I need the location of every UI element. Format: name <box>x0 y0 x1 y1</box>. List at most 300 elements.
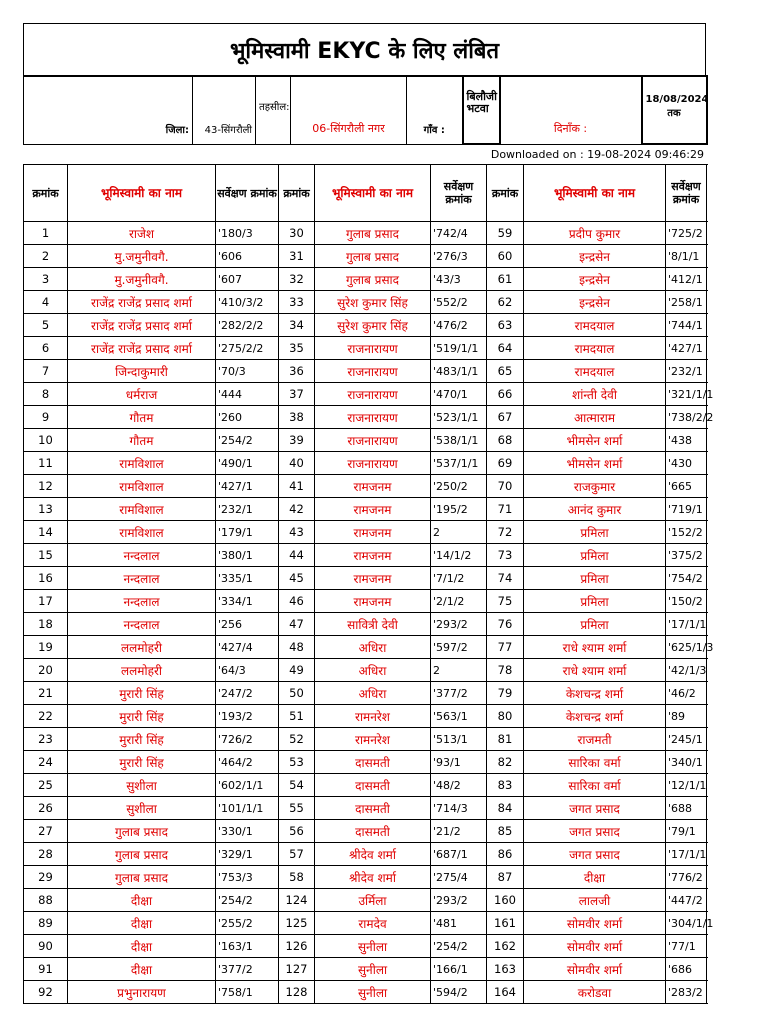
serial-cell: 66 <box>487 383 524 406</box>
serial-cell: 3 <box>24 268 68 291</box>
serial-cell: 84 <box>487 797 524 820</box>
owner-name-cell: केशचन्द्र शर्मा <box>524 682 666 705</box>
survey-number-cell: '321/1/1 <box>666 383 707 406</box>
table-row <box>24 521 707 544</box>
serial-cell: 19 <box>24 636 68 659</box>
survey-number-cell: '255/2 <box>216 912 279 935</box>
district-value: 43-सिंगरौली <box>193 76 256 144</box>
table-row <box>24 475 707 498</box>
survey-number-cell: '538/1/1 <box>431 429 487 452</box>
serial-cell: 127 <box>279 958 315 981</box>
serial-cell: 160 <box>487 889 524 912</box>
owner-name-cell: राजेंद्र राजेंद्र प्रसाद शर्मा <box>68 337 216 360</box>
village-label: गाँव : <box>407 76 463 144</box>
survey-number-cell: '282/2/2 <box>216 314 279 337</box>
serial-cell: 30 <box>279 222 315 245</box>
serial-cell: 36 <box>279 360 315 383</box>
owner-name-cell: सुनीला <box>315 958 431 981</box>
survey-number-cell: '46/2 <box>666 682 707 705</box>
serial-cell: 41 <box>279 475 315 498</box>
report-sheet <box>23 23 714 1004</box>
owner-name-cell: उर्मिला <box>315 889 431 912</box>
survey-number-cell: '93/1 <box>431 751 487 774</box>
survey-number-cell: '606 <box>216 245 279 268</box>
survey-number-cell: '335/1 <box>216 567 279 590</box>
serial-cell: 82 <box>487 751 524 774</box>
survey-number-cell: '275/2/2 <box>216 337 279 360</box>
owner-name-cell: गुलाब प्रसाद <box>68 843 216 866</box>
survey-number-cell: '245/1 <box>666 728 707 751</box>
owner-name-cell: दीक्षा <box>68 958 216 981</box>
owner-name-cell: सुनीला <box>315 981 431 1004</box>
survey-number-cell: '754/2 <box>666 567 707 590</box>
serial-cell: 124 <box>279 889 315 912</box>
owner-name-cell: रामविशाल <box>68 475 216 498</box>
table-row <box>24 567 707 590</box>
serial-cell: 22 <box>24 705 68 728</box>
serial-cell: 164 <box>487 981 524 1004</box>
owner-name-cell: ललमोहरी <box>68 636 216 659</box>
owner-name-cell: मुरारी सिंह <box>68 751 216 774</box>
table-row <box>24 544 707 567</box>
survey-number-cell: '334/1 <box>216 590 279 613</box>
owner-name-cell: प्रमिला <box>524 590 666 613</box>
survey-number-cell: '166/1 <box>431 958 487 981</box>
owner-name-cell: सोमवीर शर्मा <box>524 912 666 935</box>
owner-name-cell: रामजनम <box>315 498 431 521</box>
serial-cell: 85 <box>487 820 524 843</box>
table-row <box>24 705 707 728</box>
survey-number-cell: '470/1 <box>431 383 487 406</box>
survey-number-cell: '753/3 <box>216 866 279 889</box>
survey-number-cell: '247/2 <box>216 682 279 705</box>
survey-number-cell: '12/1/1 <box>666 774 707 797</box>
header-name: भूमिस्वामी का नाम <box>524 165 666 222</box>
survey-number-cell: '447/2 <box>666 889 707 912</box>
table-row <box>24 889 707 912</box>
table-row <box>24 590 707 613</box>
table-row <box>24 751 707 774</box>
owner-name-cell: मुरारी सिंह <box>68 728 216 751</box>
serial-cell: 78 <box>487 659 524 682</box>
serial-cell: 15 <box>24 544 68 567</box>
owner-name-cell: अधिरा <box>315 682 431 705</box>
serial-cell: 126 <box>279 935 315 958</box>
survey-number-cell: '48/2 <box>431 774 487 797</box>
serial-cell: 23 <box>24 728 68 751</box>
serial-cell: 37 <box>279 383 315 406</box>
serial-cell: 89 <box>24 912 68 935</box>
table-row <box>24 820 707 843</box>
owner-name-cell: प्रमिला <box>524 521 666 544</box>
serial-cell: 26 <box>24 797 68 820</box>
header-serial: क्रमांक <box>487 165 524 222</box>
owner-name-cell: रामविशाल <box>68 521 216 544</box>
survey-number-cell: '523/1/1 <box>431 406 487 429</box>
serial-cell: 72 <box>487 521 524 544</box>
serial-cell: 73 <box>487 544 524 567</box>
survey-number-cell: '464/2 <box>216 751 279 774</box>
owner-name-cell: मुरारी सिंह <box>68 682 216 705</box>
owner-name-cell: आत्माराम <box>524 406 666 429</box>
survey-number-cell: '330/1 <box>216 820 279 843</box>
table-row <box>24 291 707 314</box>
serial-cell: 87 <box>487 866 524 889</box>
survey-number-cell: '276/3 <box>431 245 487 268</box>
serial-cell: 163 <box>487 958 524 981</box>
survey-number-cell: '377/2 <box>431 682 487 705</box>
owner-name-cell: भीमसेन शर्मा <box>524 452 666 475</box>
serial-cell: 88 <box>24 889 68 912</box>
date-label: दिनाँक : <box>500 76 642 144</box>
header-name: भूमिस्वामी का नाम <box>68 165 216 222</box>
survey-number-cell: '427/4 <box>216 636 279 659</box>
survey-number-cell: '70/3 <box>216 360 279 383</box>
serial-cell: 92 <box>24 981 68 1004</box>
serial-cell: 162 <box>487 935 524 958</box>
serial-cell: 50 <box>279 682 315 705</box>
serial-cell: 86 <box>487 843 524 866</box>
serial-cell: 47 <box>279 613 315 636</box>
survey-number-cell: '293/2 <box>431 613 487 636</box>
owner-name-cell: नन्दलाल <box>68 613 216 636</box>
owner-name-cell: राजनारायण <box>315 452 431 475</box>
survey-number-cell: '377/2 <box>216 958 279 981</box>
owner-name-cell: मुरारी सिंह <box>68 705 216 728</box>
serial-cell: 42 <box>279 498 315 521</box>
serial-cell: 61 <box>487 268 524 291</box>
owner-name-cell: ललमोहरी <box>68 659 216 682</box>
survey-number-cell: '481 <box>431 912 487 935</box>
survey-number-cell: '232/1 <box>216 498 279 521</box>
owner-name-cell: रामदेव <box>315 912 431 935</box>
owner-name-cell: गुलाब प्रसाद <box>68 820 216 843</box>
owner-name-cell: गुलाब प्रसाद <box>315 222 431 245</box>
table-row <box>24 268 707 291</box>
owner-name-cell: रामजनम <box>315 590 431 613</box>
owner-name-cell: राजनारायण <box>315 429 431 452</box>
survey-number-cell: '79/1 <box>666 820 707 843</box>
survey-number-cell: '254/2 <box>216 889 279 912</box>
serial-cell: 40 <box>279 452 315 475</box>
table-row <box>24 406 707 429</box>
serial-cell: 43 <box>279 521 315 544</box>
header-serial: क्रमांक <box>24 165 68 222</box>
owner-name-cell: दासमती <box>315 751 431 774</box>
survey-number-cell: '89 <box>666 705 707 728</box>
survey-number-cell: '17/1/1 <box>666 613 707 636</box>
owner-name-cell: रामनरेश <box>315 705 431 728</box>
district-label: जिला: <box>24 76 193 144</box>
serial-cell: 25 <box>24 774 68 797</box>
owner-name-cell: जगत प्रसाद <box>524 843 666 866</box>
serial-cell: 60 <box>487 245 524 268</box>
serial-cell: 69 <box>487 452 524 475</box>
serial-cell: 48 <box>279 636 315 659</box>
survey-number-cell: '64/3 <box>216 659 279 682</box>
serial-cell: 29 <box>24 866 68 889</box>
serial-cell: 52 <box>279 728 315 751</box>
table-header-row <box>24 165 707 222</box>
owner-name-cell: रामनरेश <box>315 728 431 751</box>
survey-number-cell: '687/1 <box>431 843 487 866</box>
owner-name-cell: सुशीला <box>68 774 216 797</box>
survey-number-cell: '519/1/1 <box>431 337 487 360</box>
survey-number-cell: '258/1 <box>666 291 707 314</box>
owner-name-cell: रामविशाल <box>68 452 216 475</box>
owner-name-cell: गुलाब प्रसाद <box>315 245 431 268</box>
survey-number-cell: '17/1/1 <box>666 843 707 866</box>
tehsil-value: 06-सिंगरौली नगर <box>291 76 407 144</box>
survey-number-cell: '725/2 <box>666 222 707 245</box>
serial-cell: 54 <box>279 774 315 797</box>
serial-cell: 1 <box>24 222 68 245</box>
survey-number-cell: '101/1/1 <box>216 797 279 820</box>
serial-cell: 2 <box>24 245 68 268</box>
survey-number-cell: '21/2 <box>431 820 487 843</box>
survey-number-cell: '594/2 <box>431 981 487 1004</box>
serial-cell: 161 <box>487 912 524 935</box>
serial-cell: 12 <box>24 475 68 498</box>
survey-number-cell: '744/1 <box>666 314 707 337</box>
survey-number-cell: '714/3 <box>431 797 487 820</box>
owner-name-cell: मु.जमुनीवगै. <box>68 245 216 268</box>
survey-number-cell: '193/2 <box>216 705 279 728</box>
serial-cell: 91 <box>24 958 68 981</box>
table-row <box>24 383 707 406</box>
serial-cell: 74 <box>487 567 524 590</box>
owner-name-cell: श्रीदेव शर्मा <box>315 866 431 889</box>
serial-cell: 49 <box>279 659 315 682</box>
serial-cell: 44 <box>279 544 315 567</box>
owner-name-cell: राजनारायण <box>315 360 431 383</box>
table-row <box>24 314 707 337</box>
owner-name-cell: सुशीला <box>68 797 216 820</box>
owner-name-cell: लालजी <box>524 889 666 912</box>
date-value: 18/08/2024 तक <box>642 76 707 144</box>
serial-cell: 79 <box>487 682 524 705</box>
table-row <box>24 659 707 682</box>
table-row <box>24 866 707 889</box>
owner-name-cell: नन्दलाल <box>68 544 216 567</box>
serial-cell: 125 <box>279 912 315 935</box>
survey-number-cell: '427/1 <box>666 337 707 360</box>
survey-number-cell: '2/1/2 <box>431 590 487 613</box>
survey-number-cell: '686 <box>666 958 707 981</box>
survey-number-cell: '742/4 <box>431 222 487 245</box>
serial-cell: 80 <box>487 705 524 728</box>
table-row <box>24 360 707 383</box>
owner-name-cell: प्रमिला <box>524 613 666 636</box>
owner-name-cell: सोमवीर शर्मा <box>524 958 666 981</box>
owner-name-cell: राजनारायण <box>315 337 431 360</box>
serial-cell: 14 <box>24 521 68 544</box>
survey-number-cell: '152/2 <box>666 521 707 544</box>
header-survey: सर्वेक्षण क्रमांक <box>431 165 487 222</box>
survey-number-cell: '688 <box>666 797 707 820</box>
survey-number-cell: '180/3 <box>216 222 279 245</box>
survey-number-cell: '476/2 <box>431 314 487 337</box>
survey-number-cell: '232/1 <box>666 360 707 383</box>
table-row <box>24 981 707 1004</box>
owner-name-cell: सारिका वर्मा <box>524 751 666 774</box>
survey-number-cell: '329/1 <box>216 843 279 866</box>
owner-name-cell: जिन्दाकुमारी <box>68 360 216 383</box>
table-row <box>24 912 707 935</box>
owner-name-cell: प्रभुनारायण <box>68 981 216 1004</box>
serial-cell: 55 <box>279 797 315 820</box>
serial-cell: 62 <box>487 291 524 314</box>
survey-number-cell: '490/1 <box>216 452 279 475</box>
survey-number-cell: '607 <box>216 268 279 291</box>
survey-number-cell: '438 <box>666 429 707 452</box>
table-row <box>24 452 707 475</box>
owner-name-cell: रामविशाल <box>68 498 216 521</box>
owner-name-cell: जगत प्रसाद <box>524 797 666 820</box>
serial-cell: 17 <box>24 590 68 613</box>
table-row <box>24 958 707 981</box>
survey-number-cell: '250/2 <box>431 475 487 498</box>
owner-name-cell: मु.जमुनीवगै. <box>68 268 216 291</box>
owner-name-cell: सारिका वर्मा <box>524 774 666 797</box>
serial-cell: 68 <box>487 429 524 452</box>
survey-number-cell: '304/1/1 <box>666 912 707 935</box>
serial-cell: 34 <box>279 314 315 337</box>
table-row <box>24 613 707 636</box>
owner-name-cell: रामजनम <box>315 567 431 590</box>
survey-number-cell: '195/2 <box>431 498 487 521</box>
owner-name-cell: अधिरा <box>315 659 431 682</box>
survey-number-cell: '665 <box>666 475 707 498</box>
owner-name-cell: राजेंद्र राजेंद्र प्रसाद शर्मा <box>68 291 216 314</box>
survey-number-cell: '163/1 <box>216 935 279 958</box>
owner-name-cell: आनंद कुमार <box>524 498 666 521</box>
serial-cell: 75 <box>487 590 524 613</box>
owner-name-cell: राजनारायण <box>315 406 431 429</box>
serial-cell: 45 <box>279 567 315 590</box>
survey-number-cell: 2 <box>431 659 487 682</box>
survey-number-cell: '483/1/1 <box>431 360 487 383</box>
owner-name-cell: राधे श्याम शर्मा <box>524 659 666 682</box>
survey-number-cell: '150/2 <box>666 590 707 613</box>
owner-name-cell: सोमवीर शर्मा <box>524 935 666 958</box>
serial-cell: 63 <box>487 314 524 337</box>
owner-name-cell: दीक्षा <box>524 866 666 889</box>
owner-name-cell: रामजनम <box>315 475 431 498</box>
serial-cell: 24 <box>24 751 68 774</box>
survey-number-cell: '254/2 <box>216 429 279 452</box>
downloaded-timestamp: Downloaded on : 19-08-2024 09:46:29 <box>490 148 704 161</box>
survey-number-cell: '758/1 <box>216 981 279 1004</box>
survey-number-cell: '597/2 <box>431 636 487 659</box>
owner-name-cell: रामजनम <box>315 544 431 567</box>
serial-cell: 5 <box>24 314 68 337</box>
serial-cell: 81 <box>487 728 524 751</box>
serial-cell: 46 <box>279 590 315 613</box>
owner-name-cell: अधिरा <box>315 636 431 659</box>
survey-number-cell: '427/1 <box>216 475 279 498</box>
survey-number-cell: '444 <box>216 383 279 406</box>
owner-name-cell: गुलाब प्रसाद <box>315 268 431 291</box>
owner-name-cell: प्रमिला <box>524 567 666 590</box>
table-row <box>24 682 707 705</box>
serial-cell: 10 <box>24 429 68 452</box>
serial-cell: 27 <box>24 820 68 843</box>
report-title: भूमिस्वामी EKYC के लिए लंबित <box>229 38 500 64</box>
serial-cell: 77 <box>487 636 524 659</box>
survey-number-cell: '552/2 <box>431 291 487 314</box>
owner-name-cell: गौतम <box>68 406 216 429</box>
owner-name-cell: रामदयाल <box>524 314 666 337</box>
owner-name-cell: दीक्षा <box>68 912 216 935</box>
owner-name-cell: सुरेश कुमार सिंह <box>315 314 431 337</box>
survey-number-cell: '179/1 <box>216 521 279 544</box>
owner-name-cell: राजेंद्र राजेंद्र प्रसाद शर्मा <box>68 314 216 337</box>
tehsil-label: तहसील: <box>256 76 291 144</box>
serial-cell: 57 <box>279 843 315 866</box>
serial-cell: 38 <box>279 406 315 429</box>
serial-cell: 6 <box>24 337 68 360</box>
owner-name-cell: सुरेश कुमार सिंह <box>315 291 431 314</box>
table-row <box>24 728 707 751</box>
owner-name-cell: गुलाब प्रसाद <box>68 866 216 889</box>
header-survey: सर्वेक्षण क्रमांक <box>666 165 707 222</box>
table-row <box>24 245 707 268</box>
table-row <box>24 498 707 521</box>
serial-cell: 28 <box>24 843 68 866</box>
survey-number-cell: '375/2 <box>666 544 707 567</box>
owner-name-cell: इन्द्रसेन <box>524 291 666 314</box>
survey-number-cell: '275/4 <box>431 866 487 889</box>
survey-number-cell: '412/1 <box>666 268 707 291</box>
survey-number-cell: '380/1 <box>216 544 279 567</box>
survey-number-cell: '719/1 <box>666 498 707 521</box>
owner-name-cell: धर्मराज <box>68 383 216 406</box>
table-row <box>24 222 707 245</box>
survey-number-cell: '7/1/2 <box>431 567 487 590</box>
owner-name-cell: श्रीदेव शर्मा <box>315 843 431 866</box>
serial-cell: 51 <box>279 705 315 728</box>
owner-name-cell: शांन्ती देवी <box>524 383 666 406</box>
survey-number-cell: '625/1/3 <box>666 636 707 659</box>
survey-number-cell: '8/1/1 <box>666 245 707 268</box>
table-row <box>24 843 707 866</box>
header-name: भूमिस्वामी का नाम <box>315 165 431 222</box>
owner-name-cell: दीक्षा <box>68 935 216 958</box>
survey-number-cell: '410/3/2 <box>216 291 279 314</box>
serial-cell: 31 <box>279 245 315 268</box>
serial-cell: 67 <box>487 406 524 429</box>
serial-cell: 90 <box>24 935 68 958</box>
owner-name-cell: राधे श्याम शर्मा <box>524 636 666 659</box>
survey-number-cell: '293/2 <box>431 889 487 912</box>
serial-cell: 16 <box>24 567 68 590</box>
owner-name-cell: गौतम <box>68 429 216 452</box>
serial-cell: 53 <box>279 751 315 774</box>
serial-cell: 83 <box>487 774 524 797</box>
owner-name-cell: भीमसेन शर्मा <box>524 429 666 452</box>
survey-number-cell: '430 <box>666 452 707 475</box>
serial-cell: 20 <box>24 659 68 682</box>
survey-number-cell: '340/1 <box>666 751 707 774</box>
serial-cell: 8 <box>24 383 68 406</box>
survey-number-cell: '42/1/3 <box>666 659 707 682</box>
landowner-table <box>23 164 714 1004</box>
owner-name-cell: प्रमिला <box>524 544 666 567</box>
serial-cell: 9 <box>24 406 68 429</box>
survey-number-cell: '726/2 <box>216 728 279 751</box>
owner-name-cell: दासमती <box>315 820 431 843</box>
